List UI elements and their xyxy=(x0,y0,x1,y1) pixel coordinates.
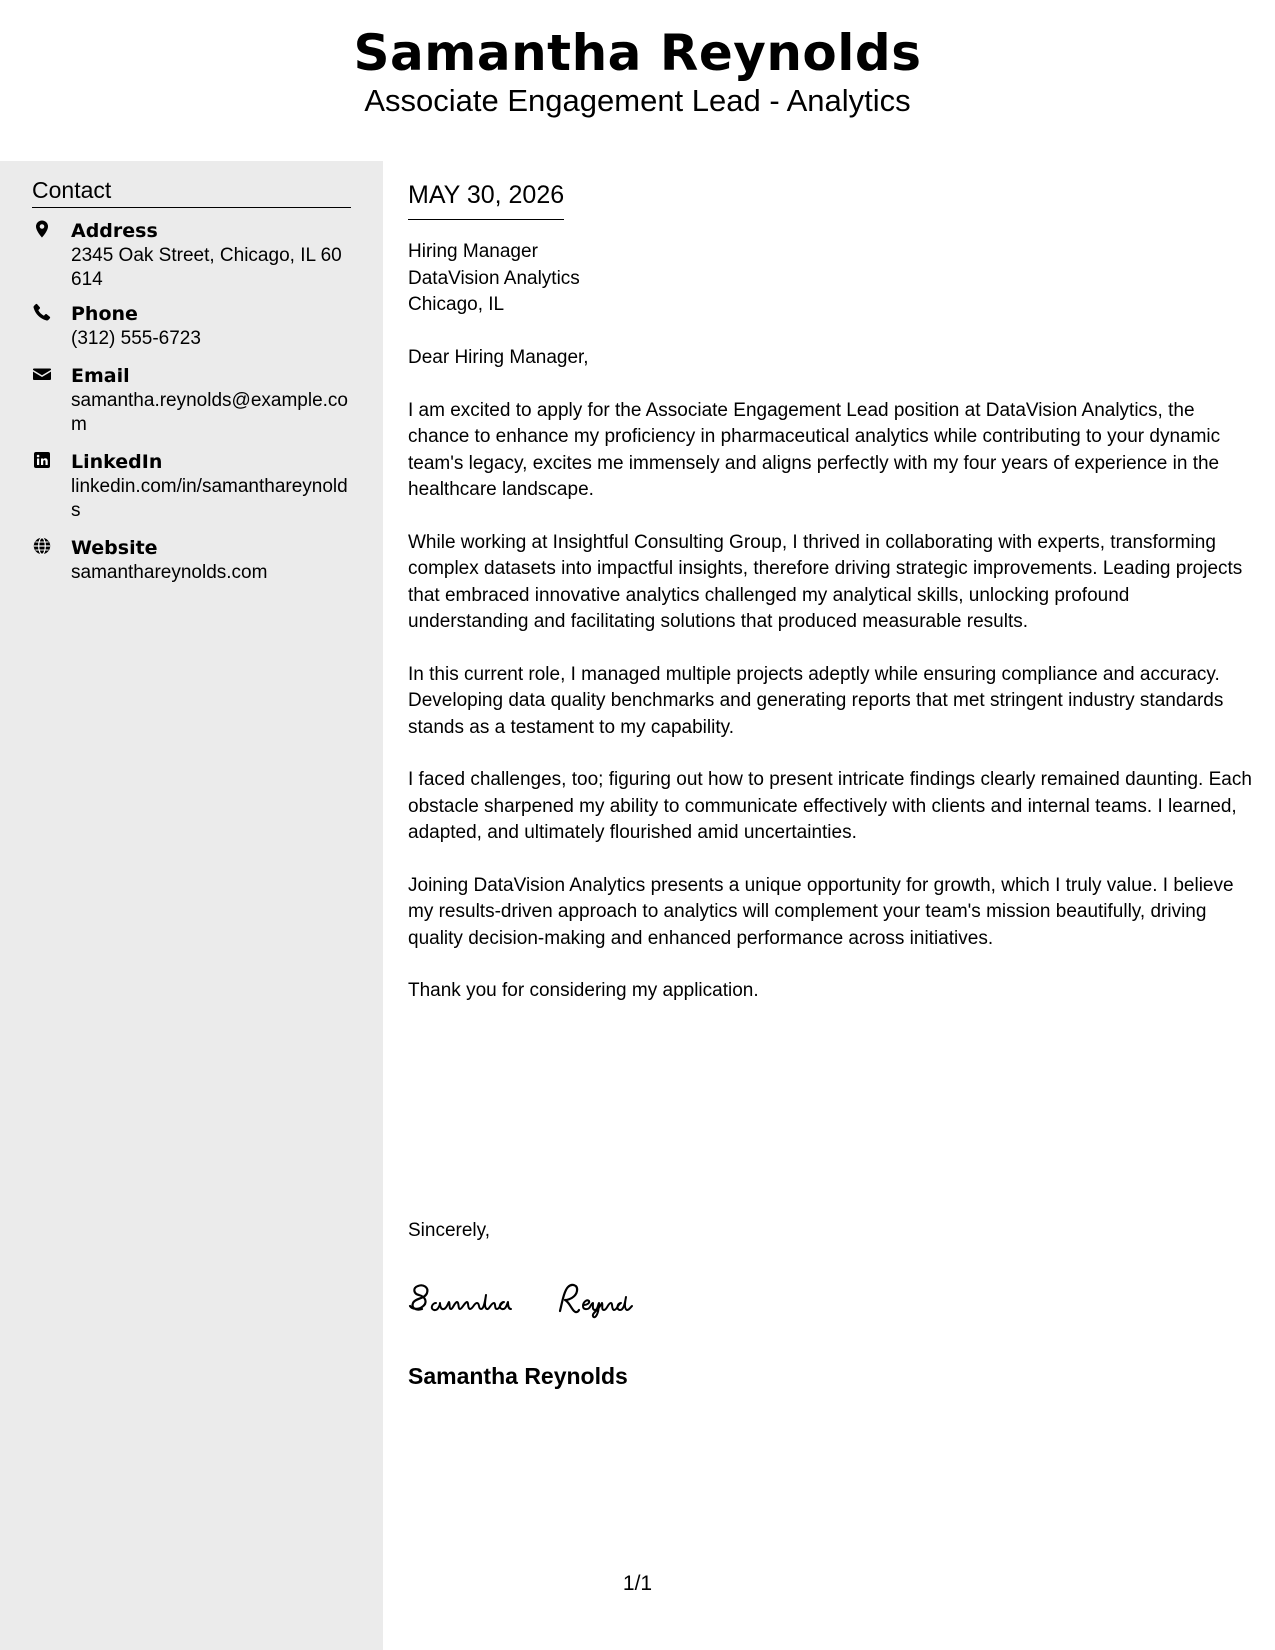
contact-label: LinkedIn xyxy=(71,451,163,473)
applicant-name: Samantha Reynolds xyxy=(353,24,922,82)
handwritten-signature xyxy=(408,1273,668,1323)
closing: Sincerely, xyxy=(408,1220,491,1241)
contact-value: samantha.reynolds@example.com xyxy=(71,390,348,435)
contact-value: 2345 Oak Street, Chicago, IL 60614 xyxy=(71,245,342,290)
page-number: 1/1 xyxy=(622,1572,653,1595)
phone-icon xyxy=(32,302,54,324)
recipient-block xyxy=(408,239,580,319)
recipient-line: Hiring Manager xyxy=(408,241,538,262)
paragraph: I am excited to apply for the Associate Engagement Lead position at DataVision Analytics, the chance to enhance my proficiency in pharmaceutical analytics while contributing to your dynamic team's legacy, excites me immensely and aligns perfectly with my four years of experience in the healthcare landscape. xyxy=(408,399,1221,500)
contact-label: Address xyxy=(71,220,158,242)
contact-label: Website xyxy=(71,537,158,559)
recipient-line: DataVision Analytics xyxy=(408,267,580,289)
contact-sidebar xyxy=(0,161,383,1650)
map-pin-icon xyxy=(32,219,54,241)
contact-value: (312) 555-6723 xyxy=(71,328,201,349)
contact-label: Phone xyxy=(71,303,138,325)
letter-text xyxy=(408,345,1253,1031)
linkedin-icon xyxy=(32,450,54,472)
globe-icon xyxy=(32,536,54,558)
paragraph: In this current role, I managed multiple projects adeptly while ensuring compliance and accuracy. Developing data quality benchmarks and generating reports that met stringent industry standards stands as a testament to my capability. xyxy=(408,663,1224,738)
contact-value: samanthareynolds.com xyxy=(71,562,268,583)
paragraph: Joining DataVision Analytics presents a unique opportunity for growth, which I truly value. I believe my results-driven approach to analytics will complement your team's mission beautifully, driving quality decision-making and enhanced performance across initiatives. xyxy=(408,874,1234,949)
signer-name: Samantha Reynolds xyxy=(408,1363,628,1389)
recipient-line: Chicago, IL xyxy=(408,294,505,315)
paragraph: Thank you for considering my application. xyxy=(408,980,759,1001)
contact-label: Email xyxy=(71,365,130,387)
paragraph: While working at Insightful Consulting Group, I thrived in collaborating with experts, transforming complex datasets into impactful insights, therefore driving strategic improvements. Leading projects that embraced innovative analytics challenged my analytical skills, unlocking profound understanding and facilitating solutions that produced measurable results. xyxy=(408,531,1243,632)
contact-value: linkedin.com/in/samanthareynolds xyxy=(71,476,348,521)
contact-heading: Contact xyxy=(32,175,351,208)
envelope-icon xyxy=(32,364,54,386)
paragraph: I faced challenges, too; figuring out how to present intricate findings clearly remained daunting. Each obstacle sharpened my ability to communicate effectively with clients and internal teams. I learned, adapted, and ultimately flourished amid uncertainties. xyxy=(408,769,1252,843)
letter-header xyxy=(0,0,1275,161)
salutation: Dear Hiring Manager, xyxy=(408,347,589,368)
letter-date: MAY 30, 2026 xyxy=(408,179,564,220)
applicant-role: Associate Engagement Lead - Analytics xyxy=(364,83,911,118)
